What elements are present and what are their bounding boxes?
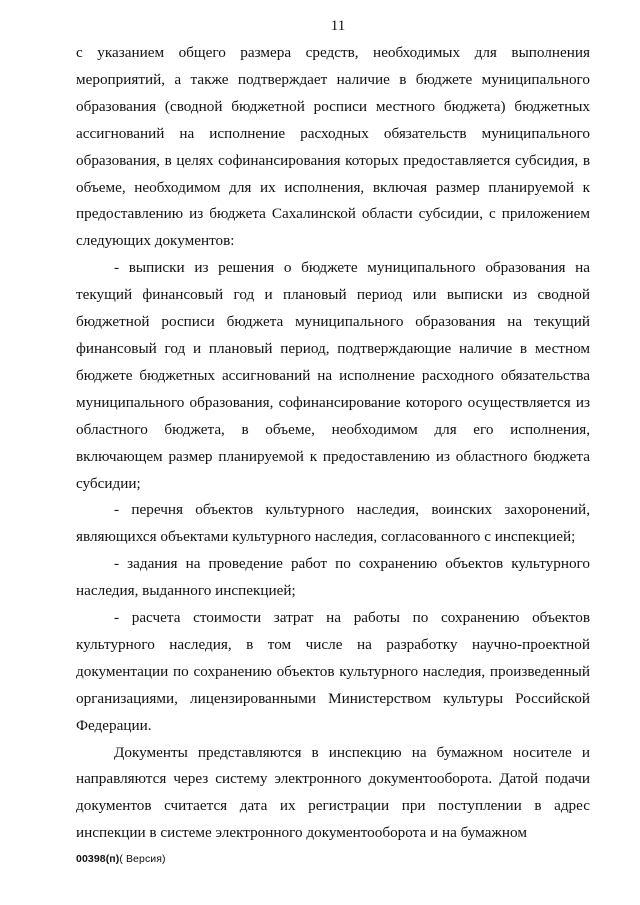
list-item-1: - выписки из решения о бюджете муниципального образования на текущий финансовый год и плановый период или выписки из сводной бюджетной росписи бюджета муниципального образования на текущий финансовый год и плановый период, подтверждающие наличие в местном бюджете бюджетных ассигнований на исполнение расходного обязательства муниципального образования, софинансирование которого осуществляется из областного бюджета, в объеме, необходимом для его исполнения, включающем размер планируемой к предоставлению из областного бюджета субсидии;: [76, 259, 590, 492]
list-item-3: - задания на проведение работ по сохранению объектов культурного наследия, выданного инспекцией;: [76, 555, 590, 600]
document-version: ( Версия): [119, 853, 166, 865]
paragraph-2: Документы представляются в инспекцию на бумажном носителе и направляются через систему электронного документооборота. Датой подачи документов считается дата их регистрации при поступлении в адрес инспекции в системе электронного документооборота и на бумажном: [76, 743, 590, 842]
document-code-footer: [76, 853, 166, 865]
page-number: 11: [330, 18, 346, 34]
list-item-2: - перечня объектов культурного наследия, воинских захоронений, являющихся объектами культурного наследия, согласованного с инспекцией;: [76, 501, 590, 546]
paragraph-1: с указанием общего размера средств, необходимых для выполнения мероприятий, а также подтверждает наличие в бюджете муниципального образования (сводной бюджетной росписи местного бюджета) бюджетных ассигнований на исполнение расходных обязательств муниципального образования, в целях софинансирования которых предоставляется субсидия, в объеме, необходимом для их исполнения, включая размер планируемой к предоставлению из бюджета Сахалинской области субсидии, с приложением следующих документов:: [76, 44, 590, 250]
list-item-4: - расчета стоимости затрат на работы по сохранению объектов культурного наследия, в том числе на разработку научно-проектной документации по сохранению объектов культурного наследия, произведенный организациями, лицензированными Министерством культуры Российской Федерации.: [76, 609, 590, 734]
document-code: 00398(п): [76, 853, 120, 865]
document-body: [76, 40, 590, 847]
